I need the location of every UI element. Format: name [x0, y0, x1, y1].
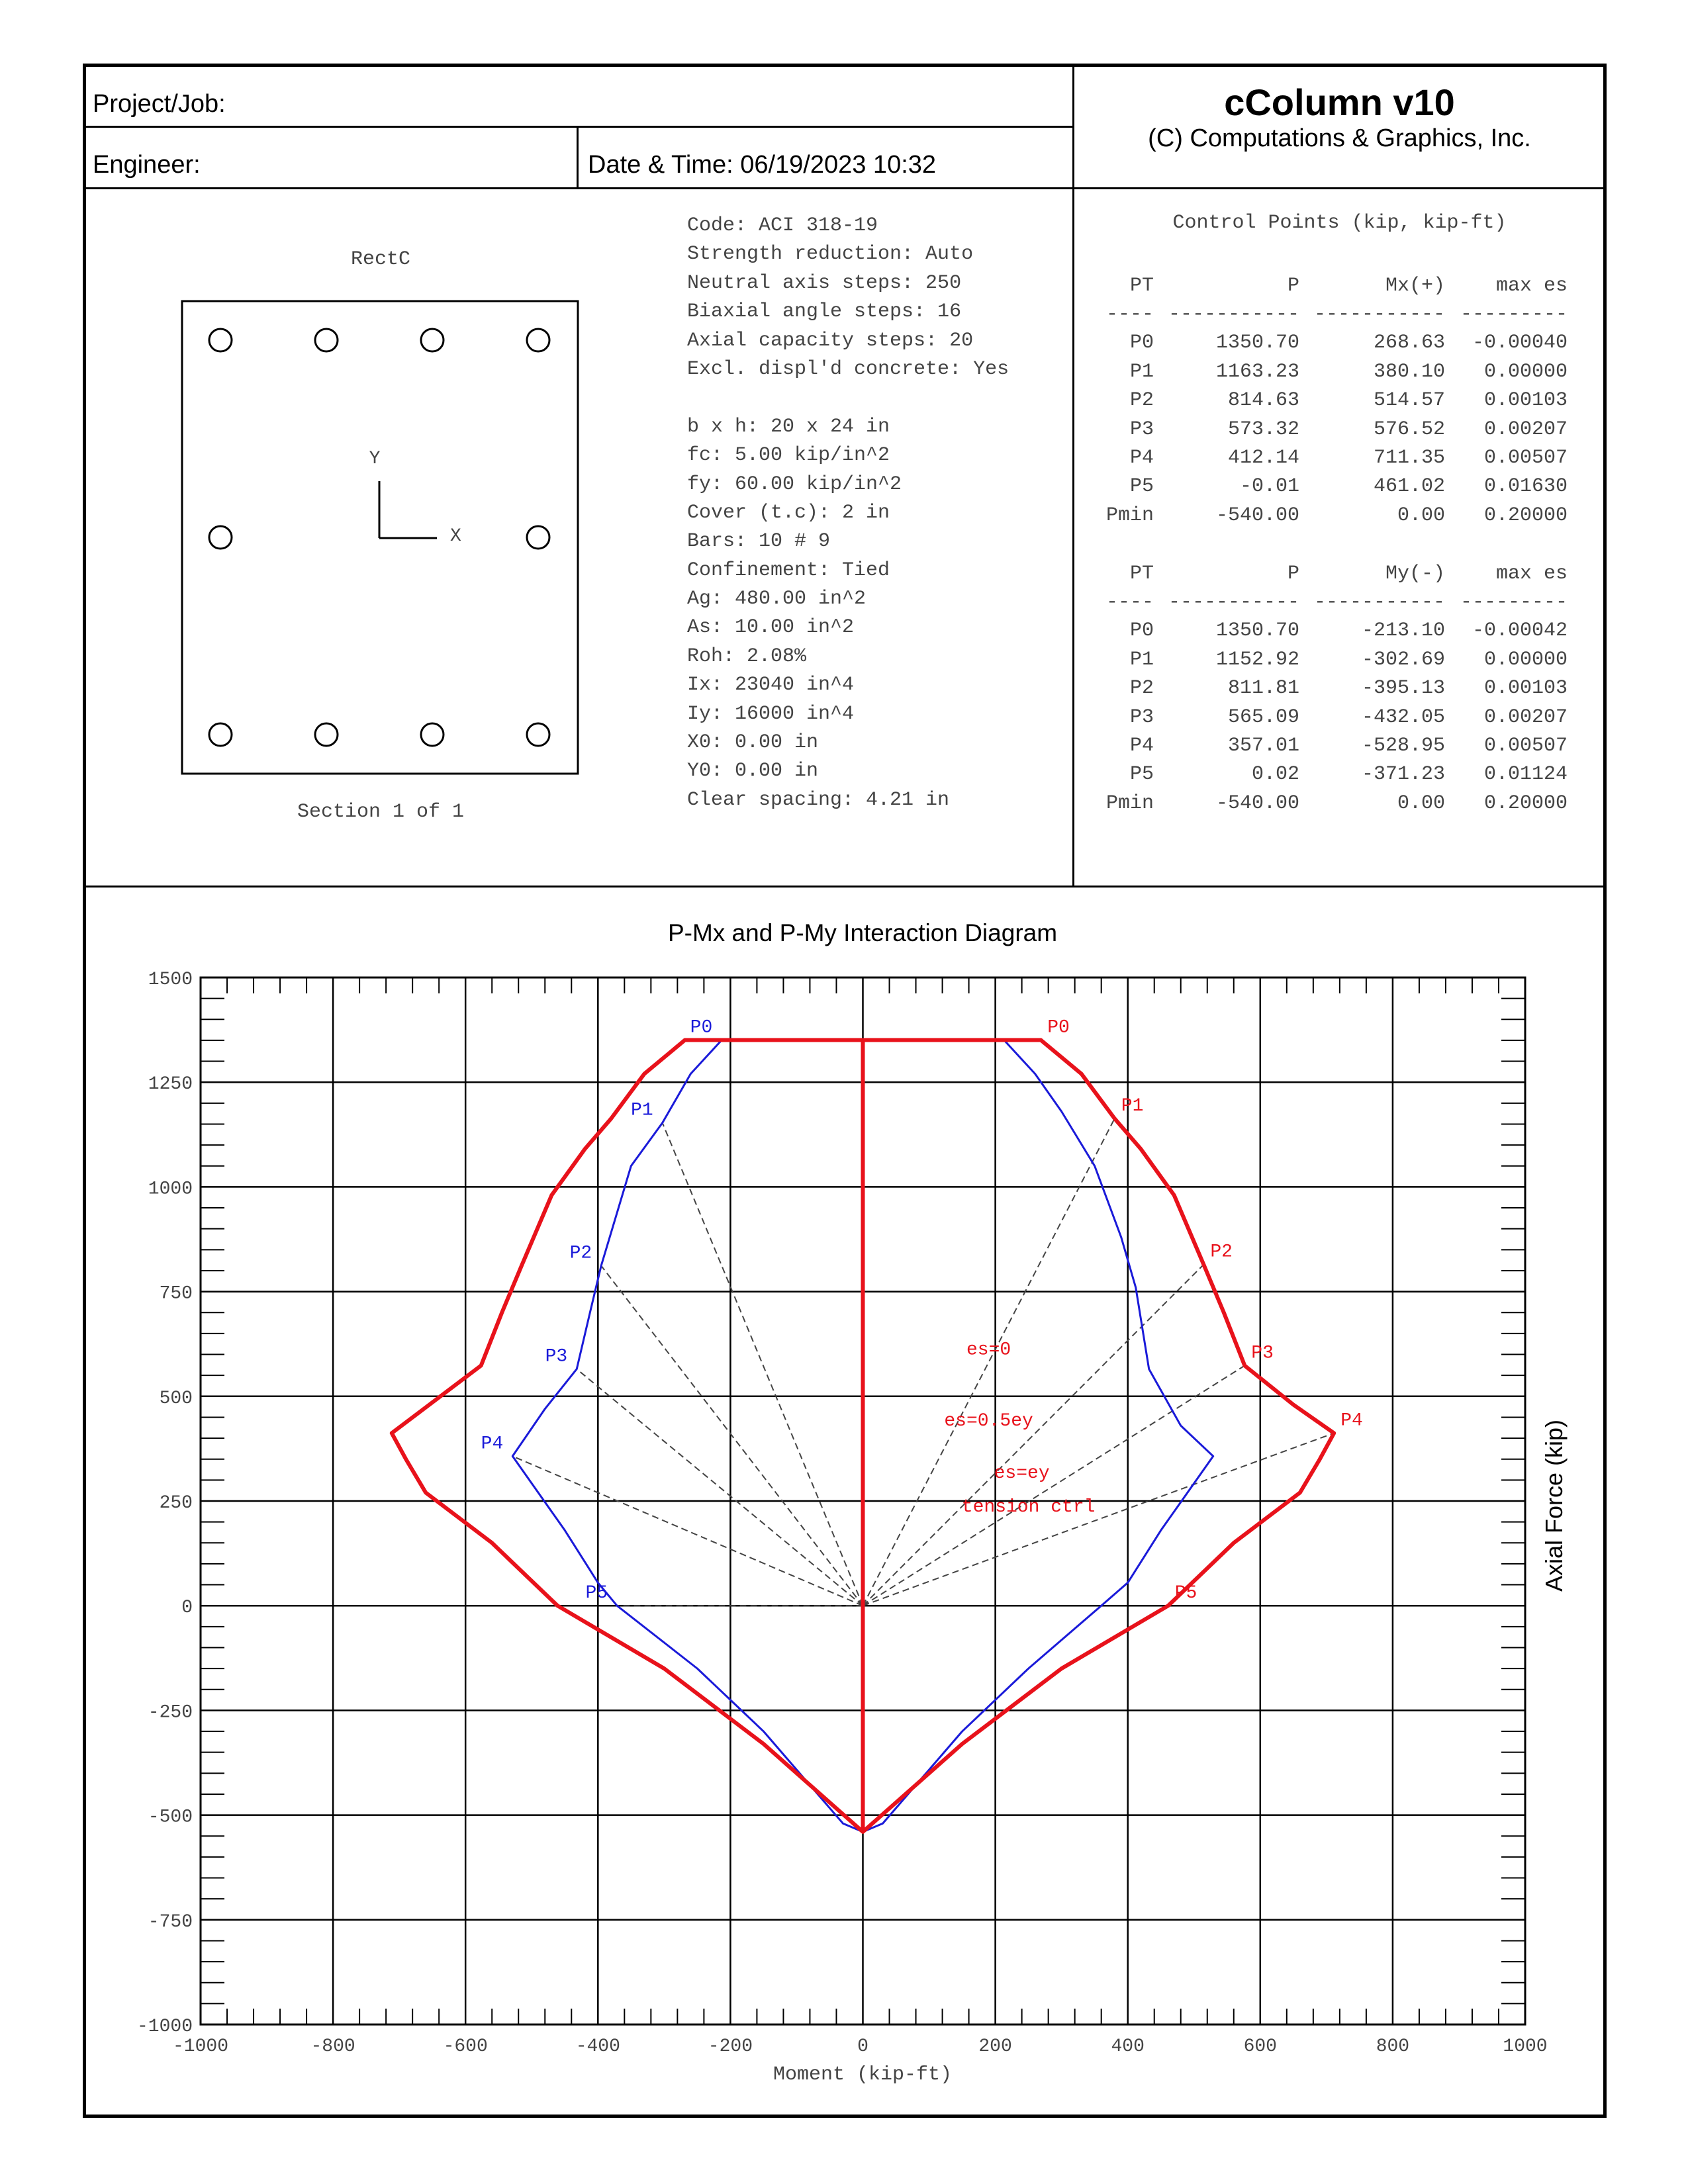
table-row — [1101, 789, 1568, 817]
parameter-line: Cover (t.c): 2 in — [687, 501, 890, 524]
x-tick-label: -1000 — [172, 2036, 229, 2057]
table-cell: 412.14 — [1227, 447, 1299, 470]
section-name: RectC — [350, 248, 410, 271]
strain-annotation: es=0 — [966, 1340, 1011, 1361]
table-cell: My(-) — [1385, 562, 1445, 585]
control-point-label: P5 — [585, 1583, 608, 1604]
table-cell: 0.00207 — [1483, 418, 1568, 441]
table-row — [1101, 760, 1568, 789]
parameter-line: b x h: 20 x 24 in — [687, 415, 890, 438]
parameter-line: Clear spacing: 4.21 in — [687, 788, 950, 811]
strain-guide-line — [863, 1365, 1245, 1606]
rebar-circle — [527, 526, 549, 549]
table-cell: -540.00 — [1215, 792, 1299, 815]
design-mx-curve — [863, 1040, 1213, 1831]
table-cell: 811.81 — [1227, 677, 1299, 700]
table-cell: ----------- — [1168, 591, 1299, 614]
table-row — [1101, 731, 1568, 760]
rebar-circle — [315, 723, 338, 746]
main-split-vertical — [1072, 64, 1074, 887]
table-cell: P5 — [1129, 763, 1154, 786]
rebar-circle — [315, 329, 338, 351]
y-tick-label: 0 — [181, 1598, 193, 1619]
table-cell: -528.95 — [1361, 735, 1445, 758]
x-tick-label: 200 — [978, 2036, 1012, 2057]
table-cell: P1 — [1129, 648, 1154, 671]
table-cell: 0.00 — [1397, 792, 1445, 815]
table-cell: -432.05 — [1361, 705, 1445, 729]
parameter-line: Bars: 10 # 9 — [687, 530, 831, 553]
y-tick-label: -750 — [148, 1911, 193, 1933]
parameter-line: Neutral axis steps: 250 — [687, 271, 962, 295]
x-tick-label: -200 — [708, 2036, 753, 2057]
table-cell: 380.10 — [1373, 360, 1445, 383]
table-row — [1101, 473, 1568, 501]
strain-guide-line — [601, 1265, 863, 1606]
strain-annotation: es=0.5ey — [944, 1411, 1033, 1432]
y-tick-label: -500 — [148, 1807, 193, 1828]
table-row — [1101, 329, 1568, 357]
table-cell: 0.00000 — [1483, 648, 1568, 671]
table-cell: 0.00 — [1397, 504, 1445, 527]
table-row — [1101, 617, 1568, 645]
header-divider — [83, 126, 1074, 128]
table-cell: 1152.92 — [1215, 648, 1299, 671]
table-separator — [1101, 588, 1568, 616]
rebar-circle — [421, 329, 444, 351]
strain-guide-line — [863, 1265, 1204, 1606]
table-cell: 1163.23 — [1215, 360, 1299, 383]
chart-guide-lines — [512, 1118, 1334, 1606]
table-cell: -540.00 — [1215, 504, 1299, 527]
chart-point-labels — [481, 1017, 1363, 1604]
header-split-vertical — [577, 126, 579, 189]
table-cell: PT — [1129, 274, 1154, 297]
parameter-line: Code: ACI 318-19 — [687, 214, 878, 237]
table-cell: P0 — [1129, 332, 1154, 355]
control-point-label: P0 — [690, 1017, 713, 1038]
table-cell: Pmin — [1105, 504, 1154, 527]
parameter-line: Axial capacity steps: 20 — [687, 329, 974, 352]
table-cell: max es — [1495, 274, 1568, 297]
table-row — [1101, 443, 1568, 472]
app-title: cColumn v10 — [1224, 81, 1455, 123]
y-tick-label: 1000 — [148, 1179, 193, 1200]
table-cell: 268.63 — [1373, 332, 1445, 355]
x-tick-label: 0 — [857, 2036, 868, 2057]
table-cell: --------- — [1460, 303, 1568, 326]
table-cell: P5 — [1129, 475, 1154, 498]
x-tick-label: -400 — [575, 2036, 620, 2057]
axis-y-label: Y — [369, 449, 381, 469]
table-cell: 0.02 — [1251, 763, 1299, 786]
x-tick-label: -600 — [443, 2036, 488, 2057]
x-tick-label: 800 — [1376, 2036, 1410, 2057]
parameter-line: As: 10.00 in^2 — [687, 616, 855, 639]
rebar-circle — [209, 723, 232, 746]
table-cell: -0.00042 — [1472, 619, 1568, 643]
control-point-label: P3 — [545, 1346, 568, 1367]
table-cell: 565.09 — [1227, 705, 1299, 729]
control-point-label: P1 — [1121, 1096, 1144, 1117]
y-tick-label: 1500 — [148, 970, 193, 990]
table-cell: P2 — [1129, 389, 1154, 412]
table-cell: 576.52 — [1373, 418, 1445, 441]
table-row — [1101, 415, 1568, 443]
parameters-list — [687, 212, 1009, 815]
table-cell: -395.13 — [1361, 677, 1445, 700]
parameter-line: Strength reduction: Auto — [687, 243, 974, 266]
chart-tick-labels — [137, 970, 1548, 2057]
table-cell: P3 — [1129, 418, 1154, 441]
datetime-label: Date & Time: 06/19/2023 10:32 — [588, 151, 937, 179]
y-tick-label: 1250 — [148, 1074, 193, 1095]
table-cell: 0.01124 — [1483, 763, 1568, 786]
control-point-label: P3 — [1251, 1343, 1274, 1364]
table-cell: ---- — [1105, 303, 1154, 326]
mx-control-points-table — [1101, 271, 1568, 530]
strain-guide-line — [863, 1118, 1115, 1606]
parameter-line: Iy: 16000 in^4 — [687, 702, 855, 725]
table-cell: -302.69 — [1361, 648, 1445, 671]
parameter-line: X0: 0.00 in — [687, 731, 819, 754]
section-footer: Section 1 of 1 — [297, 801, 465, 823]
table-cell: 1350.70 — [1215, 332, 1299, 355]
x-axis-label: Moment (kip-ft) — [773, 2064, 953, 2086]
parameter-line: Excl. displ'd concrete: Yes — [687, 357, 1009, 381]
control-point-label: P5 — [1174, 1583, 1197, 1604]
chart-curves — [392, 1040, 1334, 1831]
table-cell: -0.01 — [1239, 475, 1299, 498]
header-bottom-divider — [83, 187, 1607, 189]
parameter-line: fy: 60.00 kip/in^2 — [687, 473, 902, 496]
table-cell: 711.35 — [1373, 447, 1445, 470]
x-tick-label: 600 — [1243, 2036, 1278, 2057]
table-cell: ----------- — [1313, 591, 1445, 614]
strain-guide-line — [577, 1369, 863, 1606]
table-cell: 0.00000 — [1483, 360, 1568, 383]
table-cell: ---- — [1105, 591, 1154, 614]
control-point-label: P2 — [569, 1243, 592, 1264]
control-point-label: P1 — [631, 1100, 653, 1121]
y-tick-label: 250 — [159, 1493, 193, 1514]
y-tick-label: 750 — [159, 1283, 193, 1304]
chart-title: P-Mx and P-My Interaction Diagram — [667, 919, 1058, 946]
table-cell: 0.00507 — [1483, 735, 1568, 758]
table-row — [1101, 674, 1568, 703]
x-tick-label: 400 — [1111, 2036, 1145, 2057]
table-cell: -213.10 — [1361, 619, 1445, 643]
control-point-label: P0 — [1047, 1017, 1070, 1038]
control-point-label: P4 — [1340, 1410, 1363, 1432]
table-cell: 0.00103 — [1483, 677, 1568, 700]
axis-x-label: X — [450, 526, 461, 547]
x-tick-label: -800 — [310, 2036, 355, 2057]
table-cell: ----------- — [1168, 303, 1299, 326]
y-tick-label: -250 — [148, 1702, 193, 1723]
table-header — [1101, 271, 1568, 300]
y-axis-label: Axial Force (kip) — [1540, 1419, 1568, 1592]
table-cell: -0.00040 — [1472, 332, 1568, 355]
table-cell: -371.23 — [1361, 763, 1445, 786]
parameter-line: fc: 5.00 kip/in^2 — [687, 444, 890, 467]
project-label: Project/Job: — [93, 90, 226, 118]
table-row — [1101, 645, 1568, 674]
my-control-points-table — [1101, 559, 1568, 818]
strain-annotation: es=ey — [994, 1463, 1050, 1484]
table-row — [1101, 703, 1568, 731]
copyright-text: (C) Computations & Graphics, Inc. — [1148, 124, 1531, 152]
table-cell: P1 — [1129, 360, 1154, 383]
strain-annotation: tension ctrl — [961, 1496, 1096, 1518]
table-separator — [1101, 300, 1568, 328]
section-sketch — [179, 298, 583, 778]
engineer-label: Engineer: — [93, 151, 201, 179]
parameter-line: Biaxial angle steps: 16 — [687, 300, 962, 324]
table-cell: P4 — [1129, 447, 1154, 470]
table-cell: 0.00507 — [1483, 447, 1568, 470]
table-cell: 514.57 — [1373, 389, 1445, 412]
parameter-line: Roh: 2.08% — [687, 645, 807, 668]
table-cell: --------- — [1460, 591, 1568, 614]
table-cell: 814.63 — [1227, 389, 1299, 412]
table-cell: P2 — [1129, 677, 1154, 700]
table-cell: ----------- — [1313, 303, 1445, 326]
y-tick-label: -1000 — [136, 2017, 193, 2037]
table-row — [1101, 501, 1568, 529]
table-cell: 0.00207 — [1483, 705, 1568, 729]
parameter-line: Ix: 23040 in^4 — [687, 674, 855, 697]
interaction-diagram — [0, 887, 1688, 2118]
table-cell: P4 — [1129, 735, 1154, 758]
table-cell: 1350.70 — [1215, 619, 1299, 643]
control-points-title: Control Points (kip, kip-ft) — [1172, 212, 1507, 234]
parameter-line: Confinement: Tied — [687, 559, 890, 582]
table-cell: 573.32 — [1227, 418, 1299, 441]
table-cell: 461.02 — [1373, 475, 1445, 498]
table-row — [1101, 357, 1568, 386]
design-my-curve — [512, 1040, 863, 1831]
table-cell: P3 — [1129, 705, 1154, 729]
table-cell: Mx(+) — [1385, 274, 1445, 297]
table-cell: 357.01 — [1227, 735, 1299, 758]
table-cell: 0.20000 — [1483, 792, 1568, 815]
table-cell: max es — [1495, 562, 1568, 585]
rebar-circle — [421, 723, 444, 746]
table-cell: P0 — [1129, 619, 1154, 643]
parameter-line — [687, 384, 1009, 412]
rebar-circle — [209, 329, 232, 351]
table-row — [1101, 387, 1568, 415]
control-point-label: P2 — [1210, 1242, 1233, 1263]
table-cell: 0.00103 — [1483, 389, 1568, 412]
parameter-line: Y0: 0.00 in — [687, 760, 819, 783]
parameter-line: Ag: 480.00 in^2 — [687, 588, 867, 611]
y-tick-label: 500 — [159, 1388, 193, 1409]
table-header — [1101, 559, 1568, 588]
rebar-circle — [527, 329, 549, 351]
control-point-label: P4 — [481, 1433, 504, 1455]
table-cell: P — [1287, 562, 1299, 585]
rebar-circle — [527, 723, 549, 746]
table-cell: 0.20000 — [1483, 504, 1568, 527]
rebar-circle — [209, 526, 232, 549]
x-tick-label: 1000 — [1503, 2036, 1548, 2057]
table-cell: Pmin — [1105, 792, 1154, 815]
table-cell: 0.01630 — [1483, 475, 1568, 498]
table-cell: PT — [1129, 562, 1154, 585]
table-cell: P — [1287, 274, 1299, 297]
